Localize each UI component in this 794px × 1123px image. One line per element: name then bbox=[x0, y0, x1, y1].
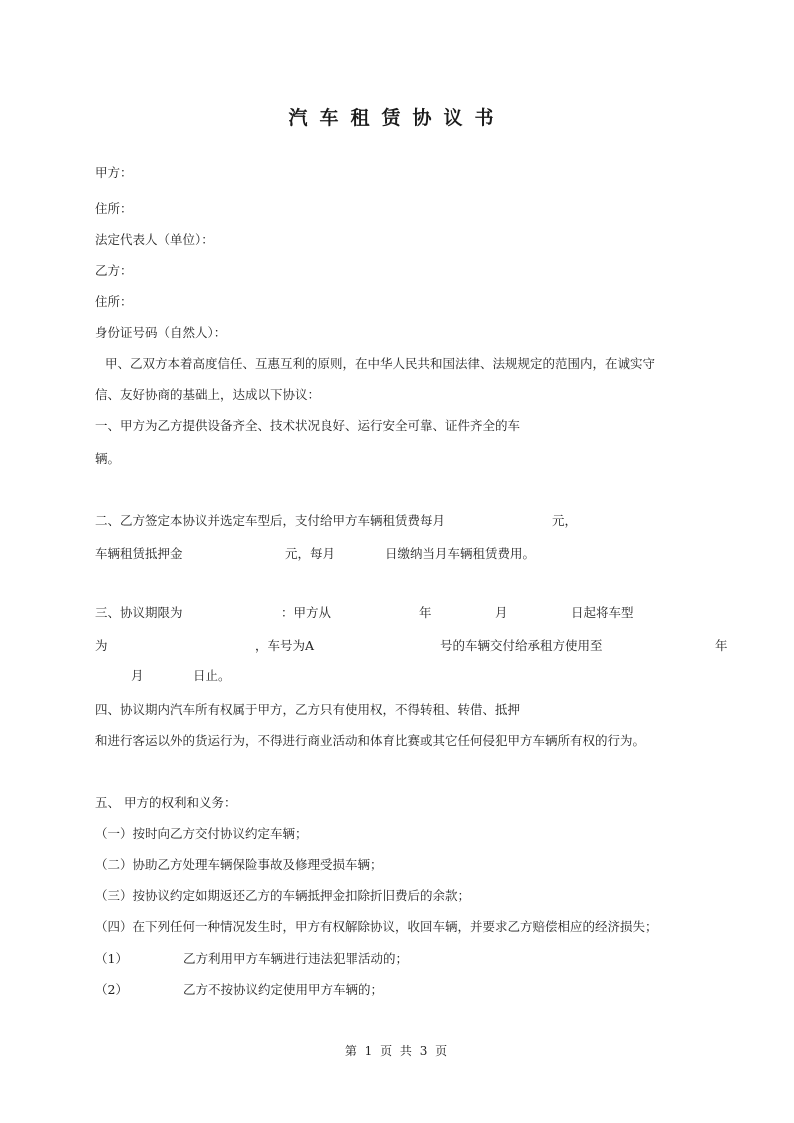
clause-3-month: 月 bbox=[495, 605, 508, 620]
preamble-line-1: 甲、乙双方本着高度信任、互惠互利的原则，在中华人民共和国法律、法规规定的范围内，在诚实守 bbox=[105, 356, 656, 371]
party-a-legal-rep-label: 法定代表人（单位）： bbox=[95, 232, 214, 247]
clause-3-plate-text: ，车号为A bbox=[255, 638, 315, 653]
party-a-label: 甲方： bbox=[95, 165, 133, 180]
subitem-number: （2） bbox=[95, 982, 128, 997]
clause-2-yuan: 元， bbox=[552, 513, 578, 528]
document-title: 汽车租赁协议书 bbox=[288, 107, 506, 129]
clause-2-fee-text: 二、乙方签定本协议并选定车型后，支付给甲方车辆租赁费每月 bbox=[95, 513, 446, 528]
clause-3-term-text: 三、协议期限为 bbox=[95, 605, 183, 620]
clause-3-year: 年 bbox=[419, 605, 432, 620]
subitem-text: 乙方不按协议约定使用甲方车辆的； bbox=[183, 982, 384, 997]
clause-5-item-3: （三）按协议约定如期返还乙方的车辆抵押金扣除折旧费后的余款； bbox=[95, 888, 471, 903]
party-b-label: 乙方： bbox=[95, 263, 133, 278]
clause-1-line-2: 辆。 bbox=[95, 451, 121, 466]
clause-5-heading: 五、 甲方的权利和义务： bbox=[95, 795, 237, 810]
clause-3-from-text: ：甲方从 bbox=[281, 605, 332, 620]
clause-4-line-2: 和进行客运以外的货运行为，不得进行商业活动和体育比赛或其它任何侵犯甲方车辆所有权的行为。 bbox=[95, 733, 646, 748]
party-b-id-label: 身份证号码（自然人）： bbox=[95, 325, 227, 340]
clause-5-item-4: （四）在下列任何一种情况发生时，甲方有权解除协议，收回车辆，并要求乙方赔偿相应的经济损失； bbox=[95, 919, 658, 934]
clause-2-payment-day: 日缴纳当月车辆租赁费用。 bbox=[385, 546, 536, 561]
clause-5-item-2: （二）协助乙方处理车辆保险事故及修理受损车辆； bbox=[95, 857, 383, 872]
clause-2-deposit-text: 车辆租赁抵押金 bbox=[95, 546, 183, 561]
clause-2-deposit-yuan: 元，每月 bbox=[285, 546, 336, 561]
clause-3-delivery-text: 号的车辆交付给承租方使用至 bbox=[440, 638, 603, 653]
subitem-text: 乙方利用甲方车辆进行违法犯罪活动的； bbox=[183, 951, 409, 966]
clause-3-end-month: 月 bbox=[131, 668, 144, 683]
clause-4-line-1: 四、协议期内汽车所有权属于甲方，乙方只有使用权，不得转租、转借、抵押 bbox=[95, 702, 521, 717]
preamble-line-2: 信、友好协商的基础上，达成以下协议： bbox=[95, 387, 321, 402]
clause-5-item-1: （一）按时向乙方交付协议约定车辆； bbox=[95, 826, 308, 841]
party-b-address-label: 住所： bbox=[95, 294, 133, 309]
clause-3-end-year: 年 bbox=[715, 638, 728, 653]
clause-3-end-day: 日止。 bbox=[193, 668, 231, 683]
party-a-address-label: 住所： bbox=[95, 201, 133, 216]
clause-3-start-text: 日起将车型 bbox=[571, 605, 634, 620]
page-footer: 第 1 页 共 3 页 bbox=[344, 1044, 450, 1058]
clause-3-model-text: 为 bbox=[95, 638, 108, 653]
clause-1-line-1: 一、甲方为乙方提供设备齐全、技术状况良好、运行安全可靠、证件齐全的车 bbox=[95, 418, 521, 433]
subitem-number: （1） bbox=[95, 951, 128, 966]
